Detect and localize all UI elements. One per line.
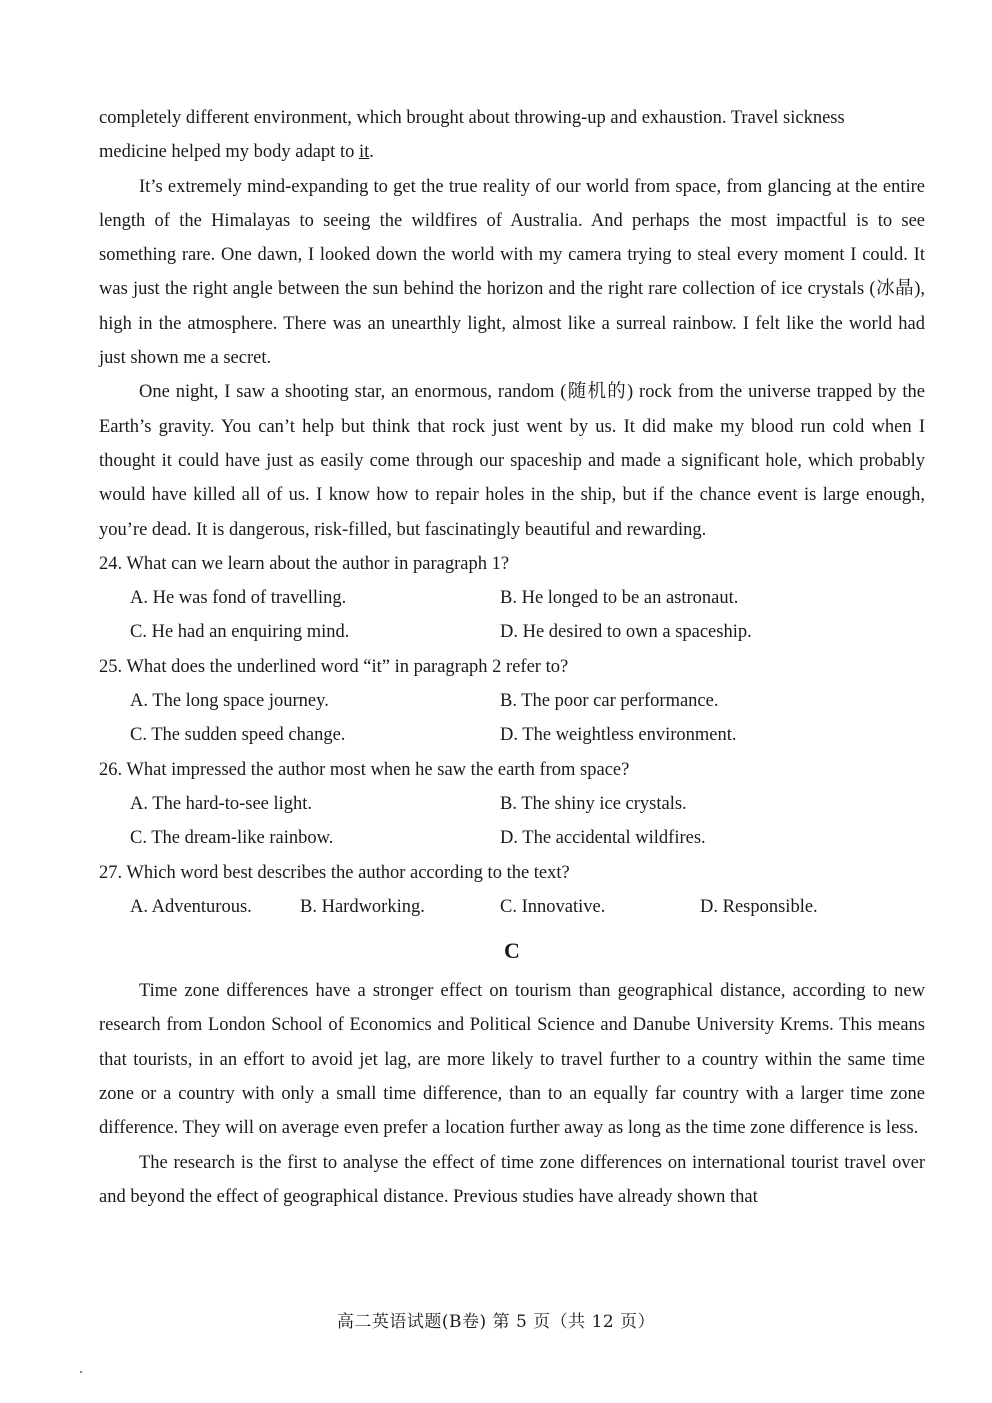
question-24-options-row-1 [99,581,925,615]
question-25-stem: 25. What does the underlined word “it” in paragraph 2 refer to? [99,656,569,677]
scan-speck [80,1371,82,1373]
option-24-c[interactable]: C. He had an enquiring mind. [130,622,350,643]
question-26 [99,753,925,856]
option-24-b[interactable]: B. He longed to be an astronaut. [500,588,739,609]
question-24 [99,547,925,650]
passage-b-paragraph-3: One night, I saw a shooting star, an enormous, random (随机的) rock from the universe trapped by the Earth’s gravity. You can’t help but think that rock just went by us. It did make my blood run cold when I thought it could have just as easily come through our spaceship and made a significant hole, which probably would have killed all of us. I know how to repair holes in the ship, but if the chance event is large enough, you’re dead. It is dangerous, risk-filled, but fascinatingly beautiful and rewarding. [99,382,925,540]
question-27 [99,856,925,925]
option-27-d[interactable]: D. Responsible. [700,896,818,917]
question-24-options-row-2 [99,615,925,649]
passage-c-paragraph-1: Time zone differences have a stronger effect on tourism than geographical distance, according to new research from London School of Economics and Political Science and Danube University Krems. This means that tourists, in an effort to avoid jet lag, are more likely to travel further to a country within the same time zone or a country with only a small time difference, than to an equally far country with a larger time zone difference. They will on average even prefer a location further away as long as the time zone difference is less. [99,981,925,1139]
option-26-c[interactable]: C. The dream-like rainbow. [130,828,334,849]
question-27-stem: 27. Which word best describes the author according to the text? [99,862,570,883]
question-25 [99,650,925,753]
question-26-options-row-2 [99,821,925,855]
option-24-d[interactable]: D. He desired to own a spaceship. [500,622,752,643]
option-25-d[interactable]: D. The weightless environment. [500,725,737,746]
question-27-options-row [99,890,925,924]
option-24-a[interactable]: A. He was fond of travelling. [130,588,347,609]
option-25-b[interactable]: B. The poor car performance. [500,691,719,712]
underlined-word-it: it [358,142,370,163]
page-footer: 高二英语试题(B卷) 第 5 页（共 12 页） [336,1312,656,1332]
option-27-a[interactable]: A. Adventurous. [130,896,252,917]
option-26-d[interactable]: D. The accidental wildfires. [500,828,706,849]
option-26-b[interactable]: B. The shiny ice crystals. [500,793,687,814]
p1-end: . [369,142,374,163]
exam-page [99,101,925,1214]
p1-line-1: completely different environment, which brought about throwing-up and exhaustion. Travel sickness [99,108,845,128]
p1-line-2: medicine helped my body adapt to [99,142,359,163]
option-26-a[interactable]: A. The hard-to-see light. [130,793,313,814]
option-25-a[interactable]: A. The long space journey. [130,691,329,712]
option-27-c[interactable]: C. Innovative. [500,896,606,917]
option-25-c[interactable]: C. The sudden speed change. [130,725,346,746]
question-26-options-row-1 [99,787,925,821]
passage-b-paragraph-1 [99,101,925,170]
passage-c-paragraph-2: The research is the first to analyse the effect of time zone differences on international tourist travel over and beyond the effect of geographical distance. Previous studies have already shown that [99,1152,925,1207]
section-c-heading: C [504,938,520,964]
passage-b-paragraph-2: It’s extremely mind-expanding to get the true reality of our world from space, from glancing at the entire length of the Himalayas to seeing the wildfires of Australia. And perhaps the most impactful is to see something rare. One dawn, I looked down the world with my camera trying to steal every moment I could. It was just the right angle between the sun behind the horizon and the right rare collection of ice crystals (冰晶), high in the atmosphere. There was an unearthly light, almost like a surreal rainbow. I felt like the world had just shown me a secret. [99,176,925,369]
question-26-stem: 26. What impressed the author most when he saw the earth from space? [99,759,630,780]
question-24-stem: 24. What can we learn about the author in paragraph 1? [99,553,510,574]
option-27-b[interactable]: B. Hardworking. [300,896,425,917]
question-25-options-row-1 [99,684,925,718]
question-25-options-row-2 [99,718,925,752]
